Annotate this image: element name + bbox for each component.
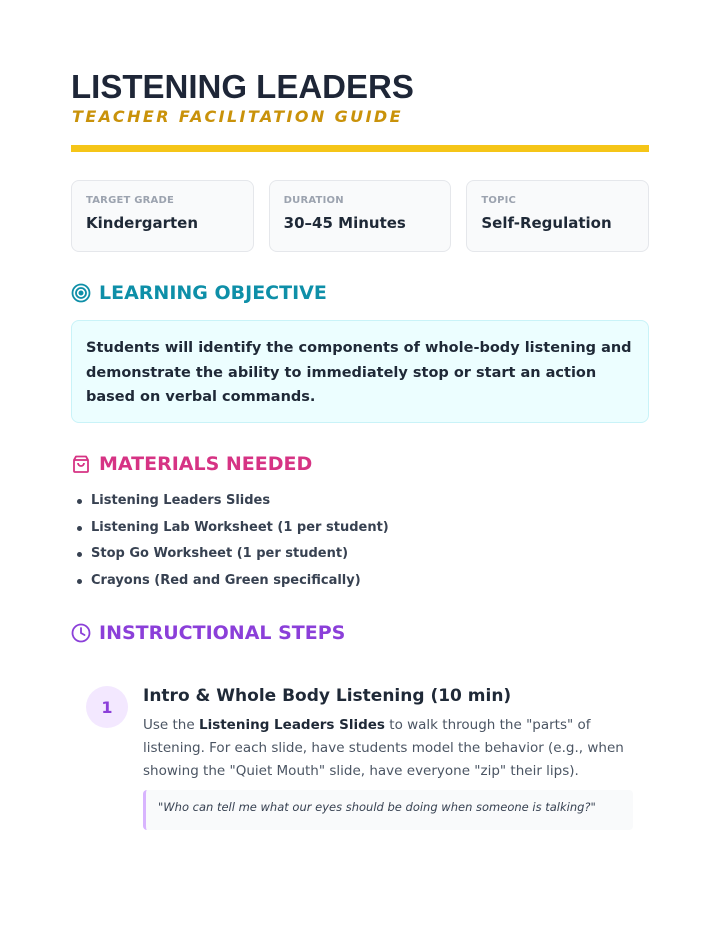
objective-heading-text: LEARNING OBJECTIVE [99,282,327,304]
info-card-value: Kindergarten [86,214,199,232]
list-item: Listening Leaders Slides [91,491,389,518]
step-title: Intro & Whole Body Listening (10 min) [143,686,512,706]
step-quote: "Who can tell me what our eyes should be doing when someone is talking?" [143,790,633,830]
page-subtitle: TEACHER FACILITATION GUIDE [72,107,403,126]
header-divider [71,145,649,152]
info-card-label: DURATION [283,195,344,206]
step-body-prefix: Use the [143,717,199,733]
step-description [143,714,638,783]
info-card-label: TOPIC [481,195,517,206]
objective-box: Students will identify the components of whole-body listening and demonstrate the ability to immediately stop or start an action based on verbal commands. [71,320,649,423]
objective-heading [71,282,327,304]
materials-list [91,491,389,597]
step-body-bold: Listening Leaders Slides [198,717,385,733]
info-cards [71,180,649,252]
shopping-bag-icon [71,454,91,474]
step-body-suffix: to walk through the "parts" of listening. For each slide, have students model the behavior (e.g., when showing the "Quiet Mouth" slide, have everyone "zip" their lips). [143,717,624,779]
target-icon [71,283,91,303]
materials-heading-text: MATERIALS NEEDED [99,453,313,475]
info-card-grade [71,180,254,252]
info-card-label: TARGET GRADE [86,195,175,206]
step-number-badge: 1 [86,686,128,728]
instructions-heading [71,622,345,644]
info-card-value: 30–45 Minutes [283,214,406,232]
clock-icon [71,623,91,643]
info-card-value: Self-Regulation [481,214,612,232]
info-card-topic [466,180,649,252]
info-card-duration [269,180,452,252]
page-title: LISTENING LEADERS [71,68,414,105]
instructions-heading-text: INSTRUCTIONAL STEPS [99,622,346,644]
list-item: Crayons (Red and Green specifically) [91,571,389,598]
list-item: Stop Go Worksheet (1 per student) [91,544,389,571]
list-item: Listening Lab Worksheet (1 per student) [91,518,389,545]
materials-heading [71,453,312,475]
